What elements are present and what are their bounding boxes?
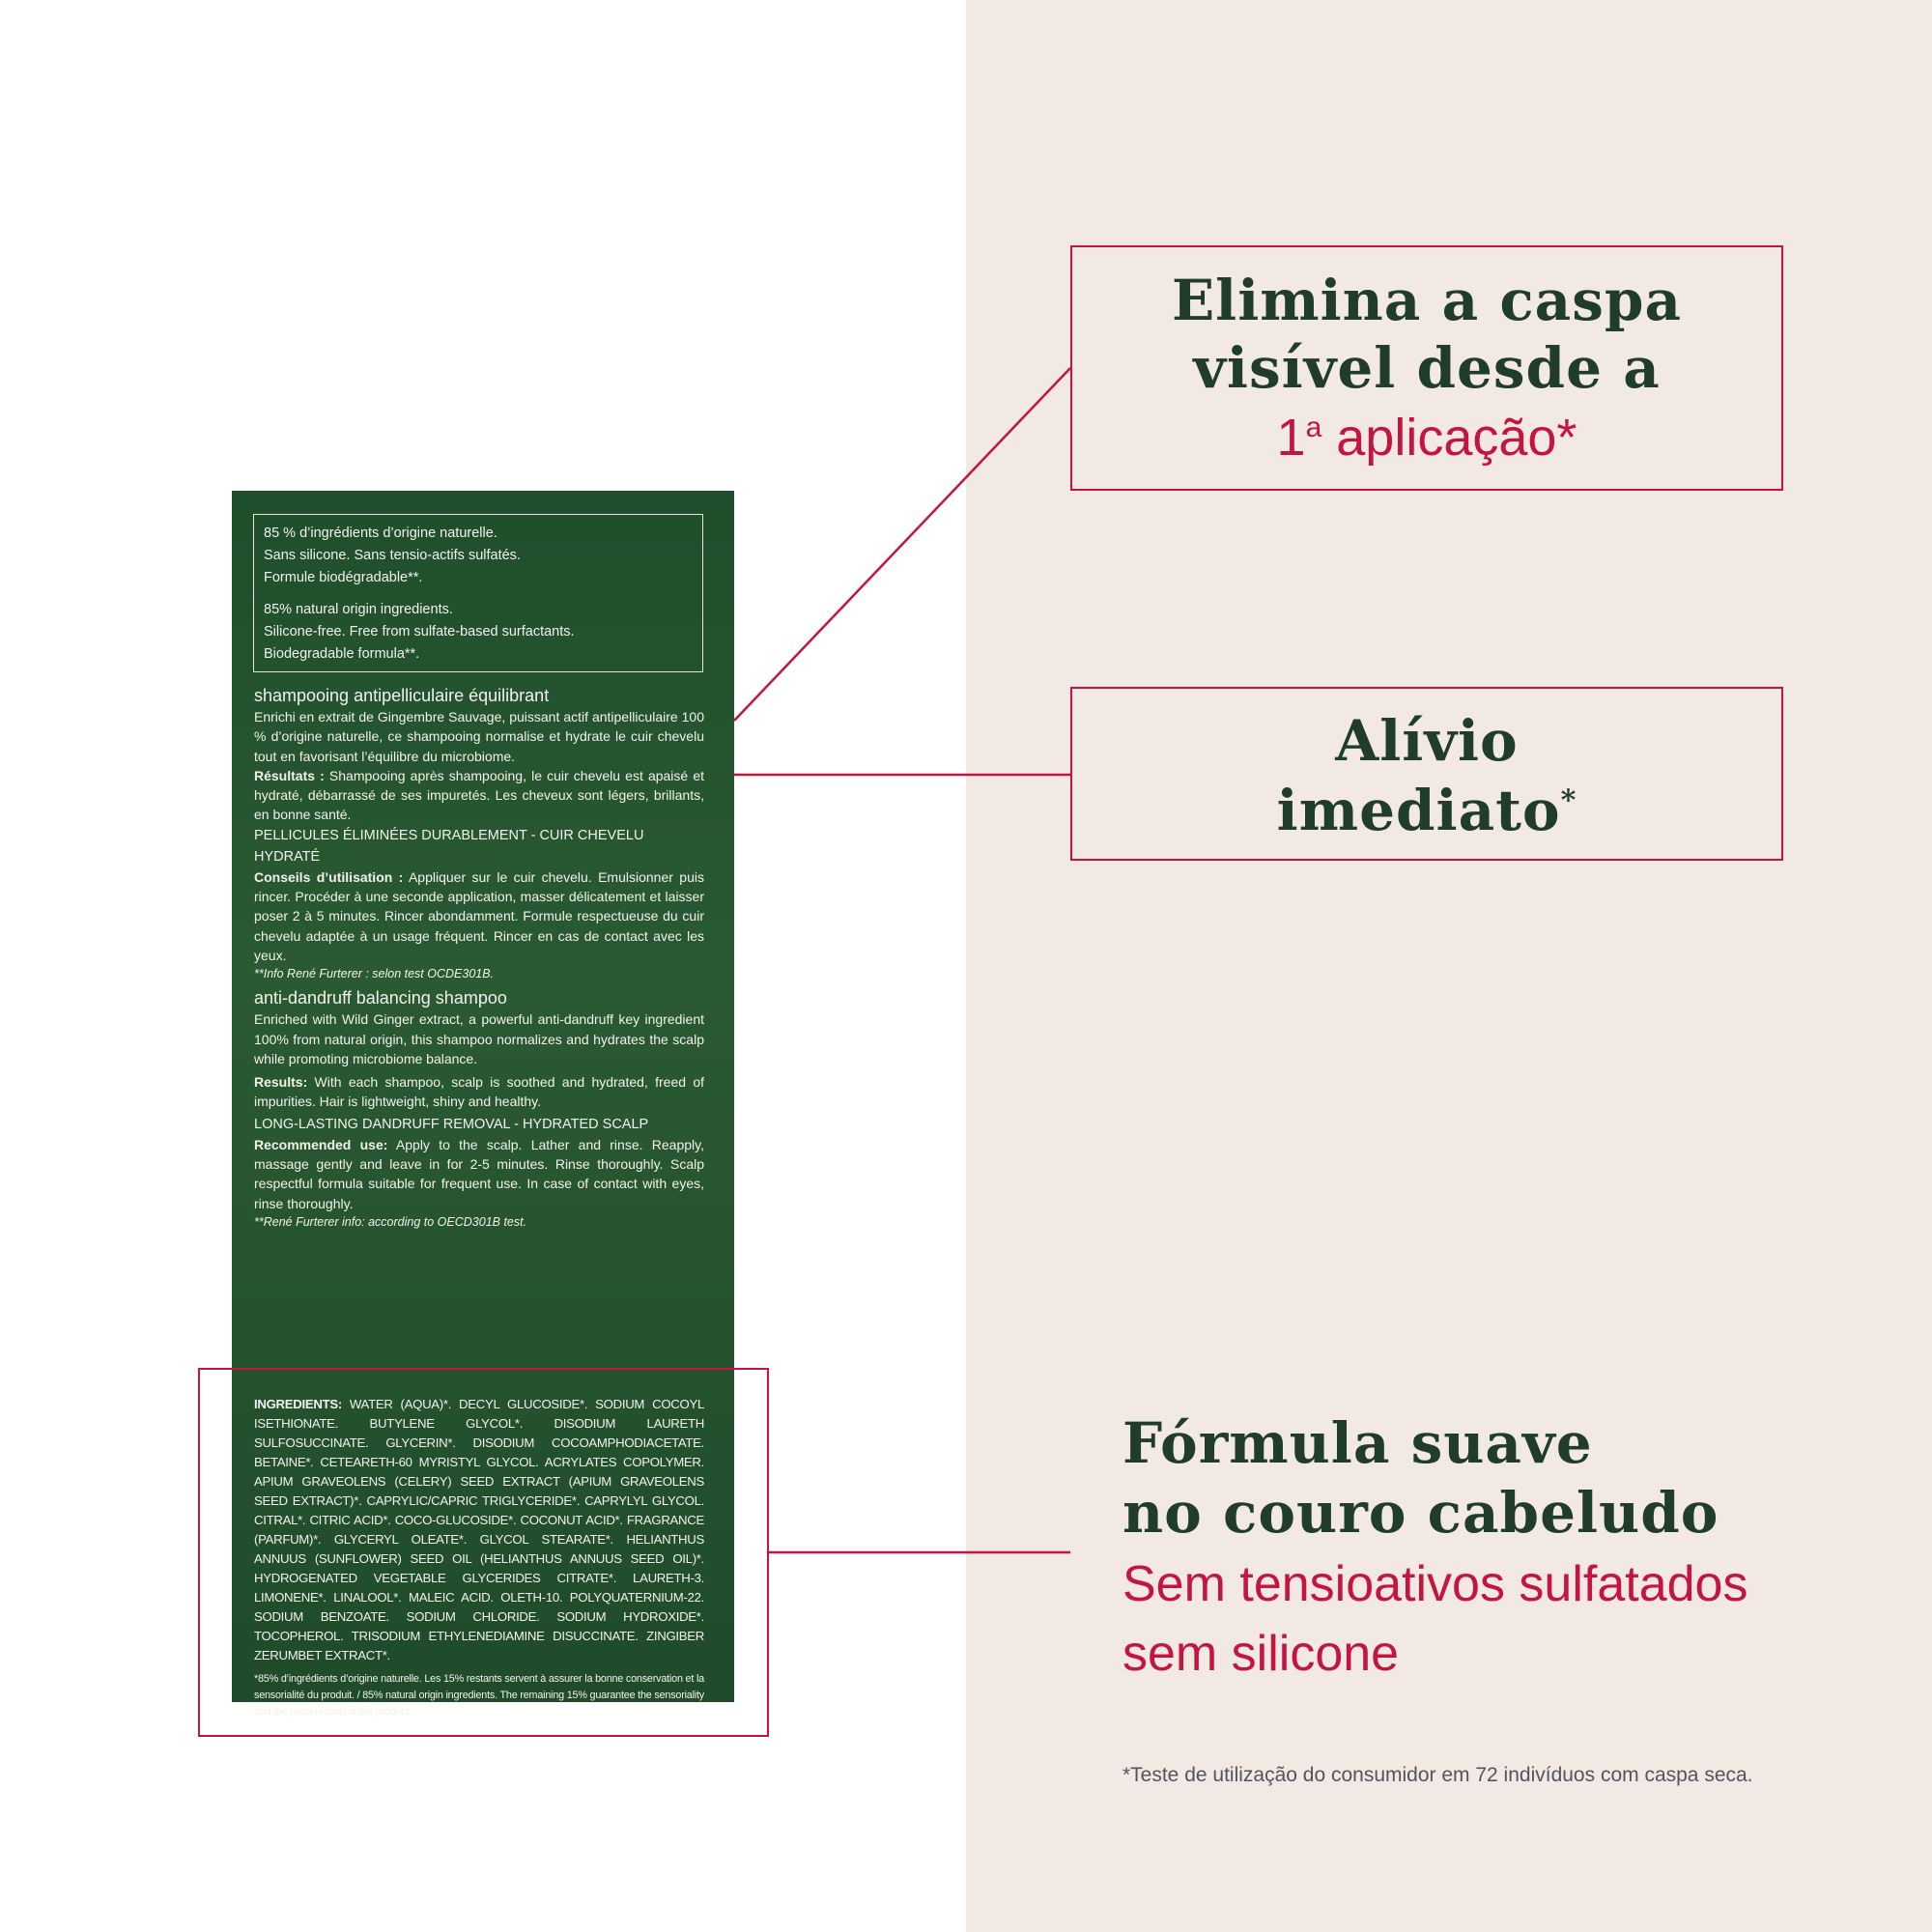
fr-tagline: PELLICULES ÉLIMINÉES DURABLEMENT - CUIR CHEVELU HYDRATÉ	[254, 827, 644, 865]
en-note: **René Furterer info: according to OECD301B test.	[254, 1214, 527, 1229]
fr-title: shampooing antipelliculaire équilibrant	[254, 686, 550, 705]
en-results: Results: With each shampoo, scalp is soothed and hydrated, freed of impurities. Hair is lightweight, shiny and healthy.	[254, 1074, 704, 1110]
claim-fr-2: Sans silicone. Sans tensio-actifs sulfatés.	[264, 548, 521, 563]
callout-immediate-relief	[1070, 687, 1783, 861]
en-description: Enriched with Wild Ginger extract, a powerful anti-dandruff key ingredient 100% from natural origin, this shampoo normalizes and hydrates the scalp while promoting microbiome balance.	[254, 1011, 704, 1066]
claim-fr-3: Formule biodégradable**.	[264, 570, 423, 585]
callout-3-subtext: Sem tensioativos sulfatados sem silicone	[1122, 1556, 1748, 1682]
en-title: anti-dandruff balancing shampoo	[254, 988, 507, 1009]
callout-1-heading: Elimina a caspa visível desde a	[1171, 268, 1683, 401]
claim-en-3: Biodegradable formula**.	[264, 646, 420, 662]
ingredients-label: INGREDIENTS:	[254, 1397, 342, 1411]
en-tagline: LONG-LASTING DANDRUFF REMOVAL - HYDRATED SCALP	[254, 1116, 649, 1132]
fr-results: Résultats : Shampooing après shampooing, le cuir chevelu est apaisé et hydraté, débarrassé de ses impuretés. Les cheveux sont légers, brillants, en bonne santé.	[254, 767, 705, 823]
en-usage: Recommended use: Apply to the scalp. Lather and rinse. Reapply, massage gently and leave in for 2-5 minutes. Rinse thoroughly. Scalp respectful formula suitable for frequent use. In case of contact with eyes, rinse thoroughly.	[254, 1136, 704, 1211]
callout-1-subtext: 1$^a$ aplicação*	[1276, 409, 1577, 467]
claim-en-1: 85% natural origin ingredients.	[264, 602, 453, 617]
ingredients-text: WATER (AQUA)*. DECYL GLUCOSIDE*. SODIUM COCOYL ISETHIONATE. BUTYLENE GLYCOL*. DISODIUM LAURETH SULFOSUCCINATE. GLYCERIN*. DISODIUM COCOAMPHODIACETATE. BETAINE*. CETEARETH-60 MYRISTYL GLYCOL. ACRYLATES COPOLYMER. APIUM GRAVEOLENS (CELERY) SEED EXTRACT (APIUM GRAVEOLENS SEED EXTRACT)*. CAPRYLIC/CAPRIC TRIGLYCERIDE*. CAPRYLYL GLYCOL. CITRAL*. CITRIC ACID*. COCO-GLUCOSIDE*. COCONUT ACID*. FRAGRANCE (PARFUM)*. GLYCERYL OLEATE*. GLYCOL STEARATE*. HELIANTHUS ANNUUS (SUNFLOWER) SEED OIL (HELIANTHUS ANNUUS SEED OIL)*. HYDROGENATED VEGETABLE GLYCERIDES CITRATE*. LAURETH-3. LIMONENE*. LINALOOL*. MALEIC ACID. OLETH-10. POLYQUATERNIUM-22. SODIUM BENZOATE. SODIUM CHLORIDE. SODIUM HYDROXIDE*. TOCOPHEROL. TRISODIUM ETHYLENEDIAMINE DISUCCINATE. ZINGIBER ZERUMBET EXTRACT*.	[254, 1397, 704, 1662]
fr-note: **Info René Furterer : selon test OCDE301B.	[254, 967, 495, 981]
callout-3-heading: Fórmula suave no couro cabeludo	[1122, 1410, 1719, 1546]
ingredients-footnote: *85% d’ingrédients d’origine naturelle. Les 15% restants servent à assurer la bonne conservation et la sensorialité du produit. / 85% natural origin ingredients. The remaining 15% guarantee the sensoriality and the preservation of the product.	[254, 1673, 704, 1718]
callout-gentle-formula	[1122, 1408, 1895, 1689]
callout-2-heading: Alívio imediato*	[1276, 708, 1577, 843]
fr-description: Enrichi en extrait de Gingembre Sauvage, puissant actif antipelliculaire 100 % d’origine naturelle, ce shampooing normalise et hydrate le cuir chevelu tout en favorisant l’équilibre du microbiome.	[254, 709, 704, 764]
fr-usage: Conseils d’utilisation : Appliquer sur le cuir chevelu. Emulsionner puis rincer. Procéder à une seconde application, masser délicatement et laisser poser 2 à 5 minutes. Rincer abondamment. Formule respectueuse du cuir chevelu adaptée à un usage fréquent. Rincer en cas de contact avec les yeux.	[254, 868, 704, 963]
callout-dandruff-elimination	[1070, 245, 1783, 491]
connector-line-1	[734, 368, 1070, 721]
consumer-test-footnote: *Teste de utilização do consumidor em 72 indivíduos com caspa seca.	[1122, 1764, 1753, 1786]
claim-en-2: Silicone-free. Free from sulfate-based surfactants.	[264, 624, 575, 639]
claim-fr-1: 85 % d’ingrédients d’origine naturelle.	[264, 526, 497, 541]
